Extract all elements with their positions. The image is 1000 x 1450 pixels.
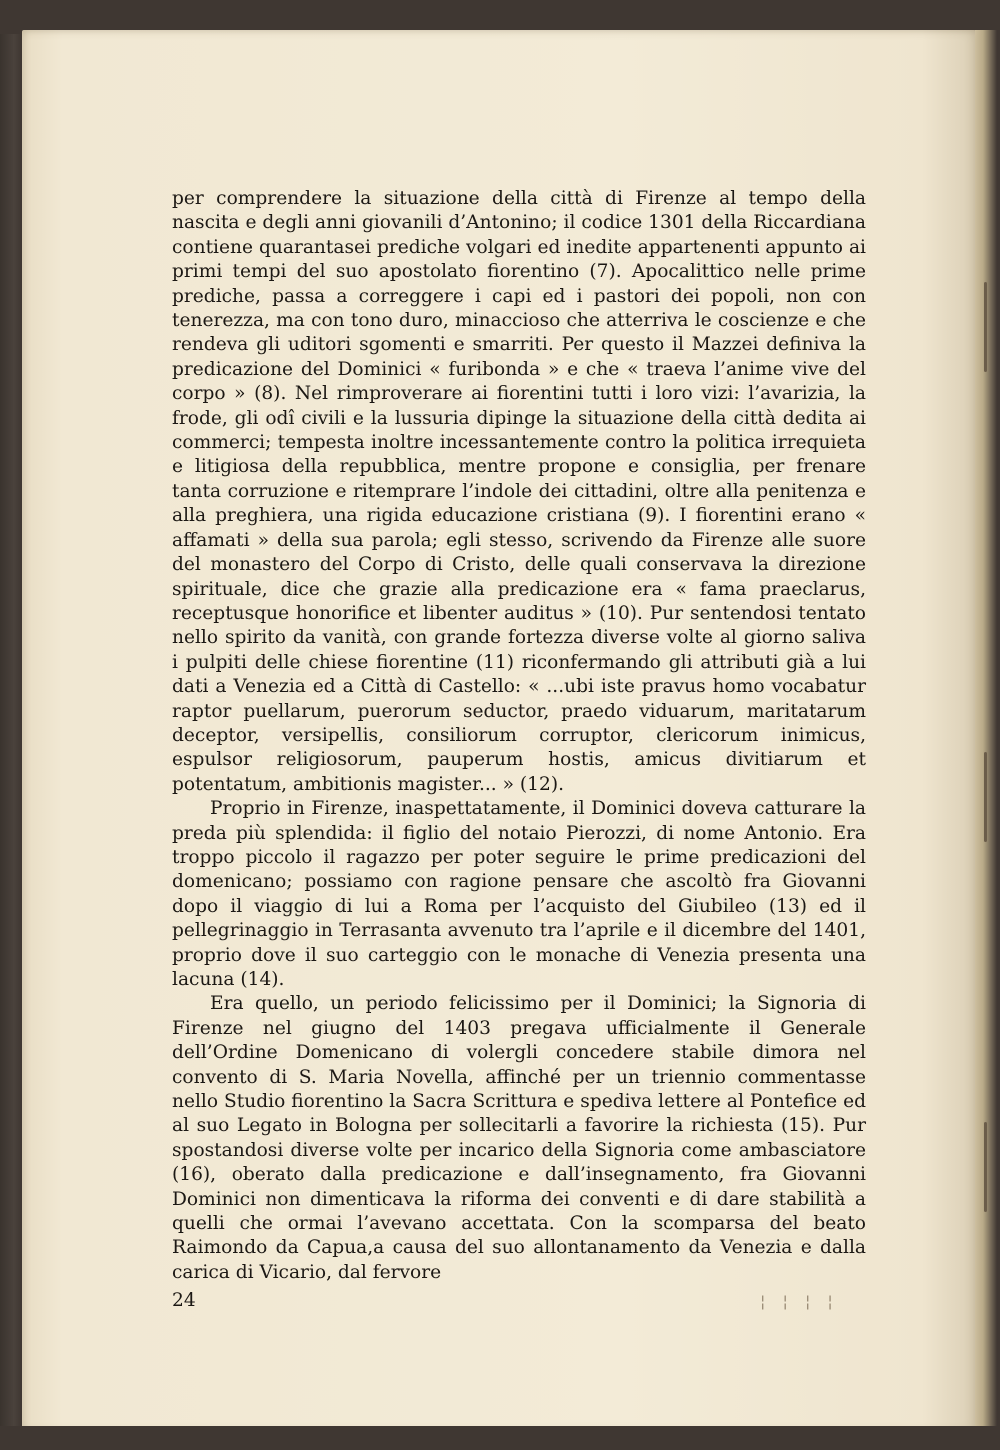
scan-edge-marks: ¦ ¦ ¦ ¦	[760, 1292, 839, 1311]
paragraph: Era quello, un periodo felicissimo per il Dominici; la Signoria di Firenze nel giugno del 1403 pregava ufficialmente il Generale dell’Ordine Domenicano di volergli concedere stabile dimora nel convento di S. Maria Novella, affinché per un triennio commentasse nello Studio fiorentino la Sacra Scrittura e spediva lettere al Pontefice ed al suo Legato in Bologna per sollecitarli a favorire la richiesta (15). Pur spostandosi diverse volte per incarico della Signoria come ambasciatore (16), oberato dalla predicazione e dall’insegnamento, fra Giovanni Dominici non dimenticava la riforma dei conventi e di dare stabilità a quelli che ormai l’avevano accettata. Con la scomparsa del beato Raimondo da Capua,a causa del suo allontanamento da Venezia e dalla carica di Vicario, dal fervore	[172, 993, 866, 1283]
paragraph: Proprio in Firenze, inaspettatamente, il Dominici doveva catturare la preda più splendida: il figlio del notaio Pierozzi, di nome Antonio. Era troppo piccolo il ragazzo per poter seguire le prime predicazioni del domenicano; possiamo con ragione pensare che ascoltò fra Giovanni dopo il viaggio di lui a Roma per l’acquisto del Giubileo (13) ed il pellegrinaggio in Terrasanta avvenuto tra l’aprile e il dicembre del 1401, proprio dove il suo carteggio con le monache di Venezia presenta una lacuna (14).	[172, 798, 866, 990]
paragraph-continuation: per comprendere la situazione della città di Firenze al tempo della nascita e degli anni giovanili d’Antonino; il codice 1301 della Riccardiana contiene quarantasei prediche volgari ed inedite appartenenti appunto ai primi tempi del suo apostolato fiorentino (7). Apocalittico nelle prime prediche, passa a correggere i capi ed i pastori dei popoli, non con tenerezza, ma con tono duro, minaccioso che atterriva le coscienze e che rendeva gli uditori sgomenti e smarriti. Per questo il Mazzei definiva la predicazione del Dominici « furibonda » e che « traeva l’anime vive del corpo » (8). Nel rimproverare ai fiorentini tutti i loro vizi: l’avarizia, la frode, gli odî civili e la lussuria dipinge la situazione della città dedita ai commerci; tempesta inoltre incessantemente contro la politica irrequieta e litigiosa della repubblica, mentre propone e consiglia, per frenare tanta corruzione e ritemprare l’indole dei cittadini, oltre alla penitenza e alla preghiera, una rigida educazione cristiana (9). I fiorentini erano « affamati » della sua parola; egli stesso, scrivendo da Firenze alle suore del monastero del Corpo di Cristo, delle quali conservava la direzione spirituale, dice che grazie alla predicazione era « fama praeclarus, receptusque honorifice et libenter auditus » (10). Pur sentendosi tentato nello spirito da vanità, con grande fortezza diverse volte al giorno saliva i pulpiti delle chiese fiorentine (11) riconfermando gli attributi già a lui dati a Venezia ed a Città di Castello: « ...ubi iste pravus homo vocabatur raptor puellarum, puerorum seductor, praedo viduarum, maritatarum deceptor, versipellis, consiliorum corruptor, clericorum inimicus, espulsor religiosorum, pauperum hostis, amicus divitiarum et potentatum, ambitionis magister... » (12).	[172, 188, 866, 795]
binding-stitch	[984, 1122, 987, 1212]
binding-stitch	[984, 282, 987, 372]
book-cover-top-edge	[0, 0, 1000, 34]
page-number: 24	[172, 1290, 196, 1311]
page-gutter-edge	[975, 30, 1000, 1432]
binding-stitch	[984, 752, 987, 842]
book-cover-bottom-edge	[0, 1426, 1000, 1450]
body-text	[172, 187, 866, 1285]
